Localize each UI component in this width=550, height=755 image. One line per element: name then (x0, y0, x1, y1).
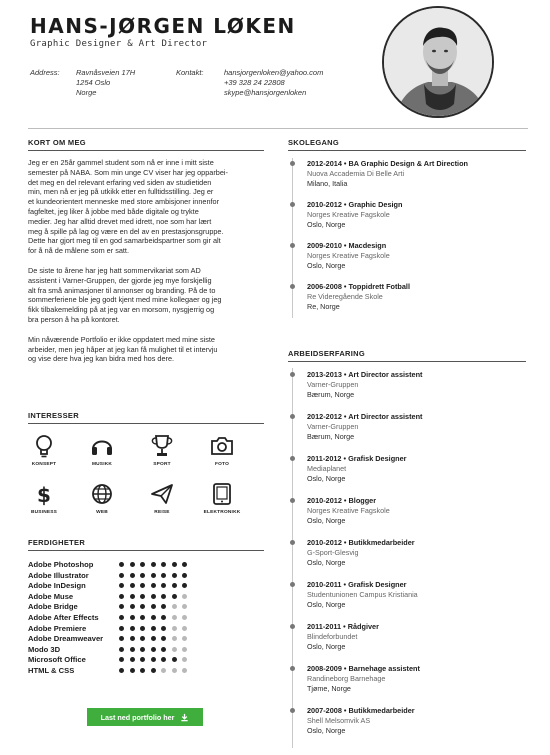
education-timeline (292, 158, 293, 318)
education-degree: Macdesign (348, 241, 387, 250)
about-line: et kundeorientert menneske med store ambisjoner innenfor (28, 197, 220, 207)
interest-label: ELEKTRONIKK (203, 510, 241, 515)
timeline-dot (290, 540, 295, 545)
timeline-dot (290, 624, 295, 629)
timeline-dot (290, 582, 295, 587)
experience-entry (307, 706, 527, 735)
skill-row (28, 613, 208, 624)
skill-dot-filled (151, 615, 156, 620)
skill-dot-filled (130, 562, 135, 567)
about-line: min, men nå er jeg på utkikk etter en fulltidsstilling. Jeg er (28, 187, 214, 197)
about-line: for å nå de målene som er satt. (28, 246, 129, 256)
skill-dot-filled (151, 626, 156, 631)
skill-dot-filled (151, 636, 156, 641)
timeline-dot (290, 202, 295, 207)
experience-role: Grafisk Designer (348, 454, 407, 463)
bullet-separator: • (341, 580, 349, 589)
bullet-separator: • (341, 706, 349, 715)
experience-role: Butikkmedarbeider (348, 706, 415, 715)
skill-name: Microsoft Office (28, 655, 86, 665)
experience-entry (307, 538, 527, 567)
experience-company: Varner-Gruppen (307, 380, 359, 389)
bullet-separator: • (341, 370, 349, 379)
experience-entry (307, 622, 527, 651)
interest-label: KONSEPT (31, 462, 57, 467)
skill-dot-filled (130, 636, 135, 641)
skill-dot-empty (161, 668, 166, 673)
bullet-separator: • (341, 664, 349, 673)
skill-dot-filled (182, 573, 187, 578)
timeline-dot (290, 666, 295, 671)
timeline-dot (290, 498, 295, 503)
experience-timeline (292, 368, 293, 748)
about-line: fikk tilbakemelding på at jeg var en morsom, nysgjerrig og (28, 305, 215, 315)
experience-company: Randineborg Barnehage (307, 674, 386, 683)
experience-years: 2010-2012 (307, 496, 342, 505)
skill-dot-filled (182, 583, 187, 588)
about-line: meg å spille på lag og være en del av en prestasjonsgruppe. (28, 226, 224, 236)
skype-handle: skype@hansjorgenloken (224, 88, 307, 97)
skill-dot-filled (130, 657, 135, 662)
skill-dot-empty (172, 668, 177, 673)
skill-dot-empty (172, 647, 177, 652)
skill-dot-filled (151, 647, 156, 652)
skill-dot-empty (182, 615, 187, 620)
skill-dot-filled (130, 604, 135, 609)
skill-dot-filled (161, 594, 166, 599)
bullet-separator: • (341, 159, 349, 168)
about-paragraph (28, 266, 264, 325)
skill-dot-filled (119, 583, 124, 588)
interest-item (200, 481, 244, 515)
skill-dot-filled (130, 594, 135, 599)
education-entry (307, 241, 527, 270)
skill-dot-filled (119, 668, 124, 673)
headphones-icon (89, 433, 115, 459)
about-line: fagfeltet, jeg liker å jobbe med både digitale og trykte (28, 206, 199, 216)
contact-block (224, 68, 323, 98)
trophy-icon (149, 433, 175, 459)
address-block (76, 68, 135, 98)
skill-dot-filled (161, 573, 166, 578)
skill-dot-filled (172, 583, 177, 588)
skill-dot-empty (172, 615, 177, 620)
bullet-separator: • (341, 282, 349, 291)
skill-dot-empty (182, 594, 187, 599)
education-heading (307, 282, 527, 291)
skill-row (28, 581, 208, 592)
skill-dot-filled (161, 562, 166, 567)
skills-title: FERDIGHETER (28, 538, 264, 551)
skill-dot-filled (161, 615, 166, 620)
skill-dot-filled (119, 604, 124, 609)
experience-entry (307, 412, 527, 441)
skill-dot-filled (119, 594, 124, 599)
header-divider (28, 128, 528, 129)
skill-dot-filled (140, 594, 145, 599)
skill-dot-filled (140, 647, 145, 652)
skill-dot-filled (161, 626, 166, 631)
skill-name: Modo 3D (28, 644, 61, 654)
experience-years: 2011-2012 (307, 454, 342, 463)
education-years: 2006-2008 (307, 282, 342, 291)
skill-dot-filled (130, 573, 135, 578)
timeline-dot (290, 456, 295, 461)
experience-company: Shell Melsomvik AS (307, 716, 371, 725)
experience-place: Oslo, Norge (307, 558, 346, 567)
dollar-icon (31, 481, 57, 507)
about-line: alt fra små animasjoner til annonser og branding. På de to (28, 285, 216, 295)
skill-dot-filled (182, 562, 187, 567)
skill-row (28, 645, 208, 656)
skill-dot-filled (151, 594, 156, 599)
skill-name: Adobe After Effects (28, 613, 99, 622)
experience-heading (307, 538, 527, 547)
experience-place: Oslo, Norge (307, 726, 346, 735)
skill-row (28, 634, 208, 645)
timeline-dot (290, 284, 295, 289)
experience-heading (307, 454, 527, 463)
education-school: Norges Kreative Fagskole (307, 210, 390, 219)
paper-plane-icon (149, 481, 175, 507)
experience-years: 2013-2013 (307, 370, 342, 379)
skill-dot-empty (172, 604, 177, 609)
about-line: assistent i Varner-Gruppen, der gjorde jeg mye forskjellig (28, 275, 212, 285)
skill-dot-filled (172, 562, 177, 567)
experience-role: Blogger (348, 496, 377, 505)
about-text (28, 158, 264, 374)
about-line: Jeg er en 25år gammel student som nå er inne i mitt siste (28, 158, 214, 167)
interest-item (22, 433, 66, 467)
skill-name: Adobe Premiere (28, 623, 87, 633)
education-entry (307, 200, 527, 229)
experience-place: Oslo, Norge (307, 516, 346, 525)
experience-entry (307, 664, 527, 693)
skill-dot-filled (151, 583, 156, 588)
experience-role: Rådgiver (347, 622, 379, 631)
experience-role: Art Director assistent (348, 412, 423, 421)
experience-place: Oslo, Norge (307, 642, 346, 651)
about-line: bra person å ha på kontoret. (28, 314, 120, 324)
experience-place: Bærum, Norge (307, 432, 355, 441)
skill-dot-empty (182, 647, 187, 652)
about-line: semester på NABA. Som min unge CV viser har jeg opparbei- (28, 167, 228, 177)
skill-dot-empty (182, 668, 187, 673)
skill-dot-filled (140, 657, 145, 662)
experience-place: Tjøme, Norge (307, 684, 351, 693)
interest-label: FOTO (214, 462, 230, 467)
education-entry (307, 282, 527, 311)
experience-entry (307, 580, 527, 609)
skill-dot-filled (119, 615, 124, 620)
experience-company: Mediaplanet (307, 464, 347, 473)
skill-dot-filled (151, 657, 156, 662)
experience-heading (307, 412, 527, 421)
experience-heading (307, 496, 527, 505)
about-line: og vise dere hva jeg kan bidra med hos dere. (28, 354, 175, 364)
education-heading (307, 159, 527, 168)
skill-row (28, 571, 208, 582)
skill-name: Adobe Photoshop (28, 560, 94, 569)
skill-dot-filled (130, 583, 135, 588)
experience-years: 2011-2011 (307, 622, 342, 631)
skill-dot-filled (140, 583, 145, 588)
skill-dot-filled (119, 562, 124, 567)
education-place: Oslo, Norge (307, 220, 346, 229)
about-paragraph (28, 158, 264, 256)
skill-name: Adobe Dreamweaver (28, 634, 104, 644)
education-entry (307, 159, 527, 188)
download-portfolio-button[interactable] (87, 708, 203, 726)
skill-dot-filled (161, 604, 166, 609)
lightbulb-icon (31, 433, 57, 459)
svg-text:$: $ (37, 483, 51, 507)
bullet-separator: • (341, 412, 349, 421)
interest-label: BUSINESS (30, 510, 58, 515)
timeline-dot (290, 414, 295, 419)
experience-company: Blindeforbundet (307, 632, 358, 641)
education-years: 2009-2010 (307, 241, 342, 250)
phone-number: +39 328 24 22808 (224, 78, 285, 87)
experience-company: G-Sport-Glesvig (307, 548, 359, 557)
skill-row (28, 655, 208, 666)
skill-dot-filled (172, 573, 177, 578)
education-place: Oslo, Norge (307, 261, 346, 270)
bullet-separator: • (341, 496, 349, 505)
skill-dot-filled (172, 657, 177, 662)
skill-row (28, 602, 208, 613)
skill-dot-filled (140, 573, 145, 578)
timeline-dot (290, 372, 295, 377)
skill-name: Adobe Illustrator (28, 570, 89, 580)
skill-dot-empty (172, 626, 177, 631)
download-label: Last ned portfolio her (100, 712, 175, 722)
interest-label: WEB (96, 510, 108, 515)
education-degree: Toppidrett Fotball (348, 282, 410, 291)
about-line: sommerferiene ble jeg godt kjent med mine kollegaer og jeg (28, 295, 222, 305)
address-line: 1254 Oslo (76, 78, 111, 87)
address-label: Address: (30, 68, 60, 77)
skill-name: Adobe Bridge (28, 602, 78, 612)
experience-years: 2010-2011 (307, 580, 342, 589)
skill-row (28, 666, 208, 677)
portrait-illustration (384, 8, 494, 118)
education-heading (307, 241, 527, 250)
skill-dot-filled (161, 657, 166, 662)
experience-entry (307, 454, 527, 483)
interest-label: SPORT (153, 462, 171, 467)
camera-icon (209, 433, 235, 459)
skill-row (28, 560, 208, 571)
skill-dot-filled (119, 647, 124, 652)
experience-entry (307, 370, 527, 399)
contact-label: Kontakt: (176, 68, 204, 77)
education-place: Milano, Italia (307, 179, 348, 188)
education-place: Re, Norge (307, 302, 340, 311)
skill-dot-empty (182, 636, 187, 641)
experience-place: Oslo, Norge (307, 600, 346, 609)
experience-place: Oslo, Norge (307, 474, 346, 483)
education-degree: BA Graphic Design & Art Direction (348, 159, 468, 168)
skill-dot-filled (151, 668, 156, 673)
interest-item (80, 433, 124, 467)
skill-name: Adobe Muse (28, 591, 74, 601)
skill-dot-filled (151, 573, 156, 578)
about-line: De siste to årene har jeg hatt sommervikariat som AD (28, 265, 201, 275)
experience-entry (307, 496, 527, 525)
education-school: Norges Kreative Fagskole (307, 251, 390, 260)
interest-item (22, 481, 66, 515)
skill-dot-filled (140, 626, 145, 631)
skill-dot-filled (119, 636, 124, 641)
education-title: SKOLEGANG (288, 138, 526, 151)
about-line: Min nåværende Portfolio er ikke oppdatert med mine siste (28, 334, 215, 344)
globe-icon (89, 481, 115, 507)
experience-role: Art Director assistent (348, 370, 423, 379)
skill-dot-filled (140, 562, 145, 567)
experience-heading (307, 664, 527, 673)
address-line: Norge (76, 88, 97, 97)
experience-company: Norges Kreative Fagskole (307, 506, 390, 515)
interest-label: REISE (154, 510, 170, 515)
experience-title: ARBEIDSERFARING (288, 349, 526, 362)
skill-dot-filled (130, 626, 135, 631)
job-title: Graphic Designer & Art Director (30, 39, 208, 49)
about-line: medier. Jeg har alltid drevet med idrett, noe som har lært (28, 216, 212, 226)
experience-role: Grafisk Designer (348, 580, 407, 589)
about-line: Dette har gjort meg til en god samarbeidspartner som gir alt (28, 236, 221, 246)
experience-heading (307, 622, 527, 631)
education-years: 2010-2012 (307, 200, 342, 209)
experience-heading (307, 706, 527, 715)
skill-dot-empty (172, 636, 177, 641)
skill-dot-filled (119, 657, 124, 662)
skill-row (28, 592, 208, 603)
bullet-separator: • (341, 241, 349, 250)
profile-photo (382, 6, 494, 118)
bullet-separator: • (341, 454, 349, 463)
skill-dot-empty (182, 604, 187, 609)
skill-dot-filled (140, 668, 145, 673)
education-heading (307, 200, 527, 209)
interest-item (140, 433, 184, 467)
resume-name: HANS-JØRGEN LØKEN (30, 14, 296, 38)
skill-dot-filled (130, 615, 135, 620)
timeline-dot (290, 161, 295, 166)
skill-dot-empty (182, 657, 187, 662)
interest-item (200, 433, 244, 467)
skill-dot-filled (161, 647, 166, 652)
skill-dot-filled (172, 594, 177, 599)
timeline-dot (290, 708, 295, 713)
download-icon (180, 713, 189, 722)
interests-title: INTERESSER (28, 411, 264, 424)
about-line: det meg en del relevant erfaring ved siden av studietiden (28, 177, 212, 187)
skill-dot-filled (140, 615, 145, 620)
bullet-separator: • (341, 622, 348, 631)
skill-name: Adobe InDesign (28, 581, 86, 591)
experience-company: Varner-Gruppen (307, 422, 359, 431)
experience-heading (307, 370, 527, 379)
experience-heading (307, 580, 527, 589)
bullet-separator: • (341, 538, 349, 547)
skill-dot-filled (161, 636, 166, 641)
experience-role: Butikkmedarbeider (348, 538, 415, 547)
interest-item (140, 481, 184, 515)
experience-years: 2010-2012 (307, 538, 342, 547)
skill-dot-filled (151, 562, 156, 567)
education-degree: Graphic Design (348, 200, 403, 209)
skill-dot-filled (161, 583, 166, 588)
education-school: Nuova Accademia Di Belle Arti (307, 169, 405, 178)
about-title: KORT OM MEG (28, 138, 264, 151)
experience-years: 2008-2009 (307, 664, 342, 673)
skill-dot-filled (119, 626, 124, 631)
education-school: Re Videregående Skole (307, 292, 383, 301)
address-line: Ravnåsveien 17H (76, 68, 136, 77)
experience-place: Bærum, Norge (307, 390, 355, 399)
skill-dot-filled (140, 636, 145, 641)
timeline-dot (290, 243, 295, 248)
skill-row (28, 624, 208, 635)
about-paragraph (28, 335, 264, 364)
experience-company: Studentunionen Campus Kristiania (307, 590, 418, 599)
experience-role: Barnehage assistent (348, 664, 420, 673)
skill-dot-filled (151, 604, 156, 609)
skill-dot-filled (140, 604, 145, 609)
skill-dot-filled (130, 647, 135, 652)
interest-item (80, 481, 124, 515)
experience-years: 2012-2012 (307, 412, 342, 421)
about-line: arbeider, men jeg håper at jeg kan få mulighet til et intervju (28, 344, 218, 354)
tablet-icon (209, 481, 235, 507)
skill-dot-empty (182, 626, 187, 631)
bullet-separator: • (341, 200, 349, 209)
skill-dot-filled (119, 573, 124, 578)
education-years: 2012-2014 (307, 159, 342, 168)
email-link[interactable]: hansjorgenloken@yahoo.com (224, 68, 324, 77)
skill-name: HTML & CSS (28, 666, 75, 675)
experience-years: 2007-2008 (307, 706, 342, 715)
skill-dot-filled (130, 668, 135, 673)
interest-label: MUSIKK (91, 462, 113, 467)
